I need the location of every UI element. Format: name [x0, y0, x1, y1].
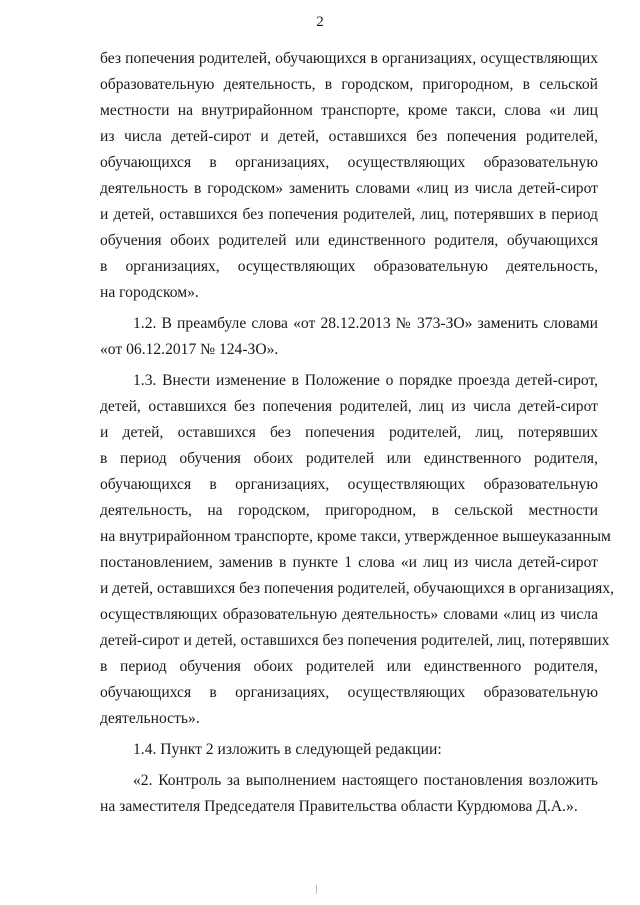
text-line: обучающихся в организациях, осуществляющих образовательную	[100, 154, 598, 171]
text-line: в период обучения обоих родителей или единственного родителя,	[100, 658, 598, 675]
text-line: и детей, оставшихся без попечения родителей, лиц, потерявших	[100, 424, 598, 441]
text-line: 1.3. Внести изменение в Положение о порядке проезда детей-сирот,	[133, 372, 598, 389]
text-line: на заместителя Председателя Правительства области Курдюмова Д.А.».	[100, 798, 578, 815]
text-line: обучающихся в организациях, осуществляющих образовательную	[100, 684, 598, 701]
text-line: обучающихся в организациях, осуществляющих образовательную	[100, 476, 598, 493]
text-line: из числа детей-сирот и детей, оставшихся без попечения родителей,	[100, 128, 598, 145]
text-line: на городском».	[100, 284, 199, 301]
text-line: 1.2. В преамбуле слова «от 28.12.2013 № 373-ЗО» заменить словами	[133, 315, 598, 332]
text-line: обучения обоих родителей или единственного родителя, обучающихся	[100, 232, 598, 249]
text-line: и детей, оставшихся без попечения родителей, лиц, потерявших в период	[100, 206, 598, 223]
text-line: деятельность в городском» заменить словами «лиц из числа детей-сирот	[100, 180, 598, 197]
text-line: детей, оставшихся без попечения родителей, лиц из числа детей-сирот	[100, 398, 598, 415]
text-line: местности на внутрирайонном транспорте, кроме такси, слова «и лиц	[100, 102, 598, 119]
page-number: 2	[316, 14, 324, 30]
text-line: деятельность».	[100, 710, 200, 727]
paragraph-1-2	[100, 311, 598, 363]
text-line: осуществляющих образовательную деятельность» словами «лиц из числа	[100, 606, 598, 623]
scan-mark	[316, 885, 317, 894]
document-body	[100, 46, 615, 820]
text-line: «2. Контроль за выполнением настоящего постановления возложить	[133, 772, 598, 789]
text-line: и детей, оставшихся без попечения родителей, обучающихся в организациях,	[100, 580, 615, 597]
text-line: постановлением, заменив в пункте 1 слова «и лиц из числа детей-сирот	[100, 554, 598, 571]
text-line: 1.4. Пункт 2 изложить в следующей редакции:	[133, 741, 442, 758]
paragraph-continuation	[100, 46, 598, 306]
text-line: в период обучения обоих родителей или единственного родителя,	[100, 450, 598, 467]
text-line: «от 06.12.2017 № 124-ЗО».	[100, 341, 279, 358]
text-line: в организациях, осуществляющих образовательную деятельность,	[100, 258, 598, 275]
text-line: без попечения родителей, обучающихся в организациях, осуществляющих	[100, 50, 598, 67]
paragraph-1-3	[100, 368, 615, 732]
text-line: деятельность, на городском, пригородном, в сельской местности	[100, 502, 598, 519]
text-line: детей-сирот и детей, оставшихся без попечения родителей, лиц, потерявших	[100, 632, 610, 649]
paragraph-1-4	[100, 737, 598, 763]
text-line: на внутрирайонном транспорте, кроме такси, утвержденное вышеуказанным	[100, 528, 611, 545]
text-line: образовательную деятельность, в городском, пригородном, в сельской	[100, 76, 598, 93]
paragraph-quoted-point-2	[100, 768, 598, 820]
